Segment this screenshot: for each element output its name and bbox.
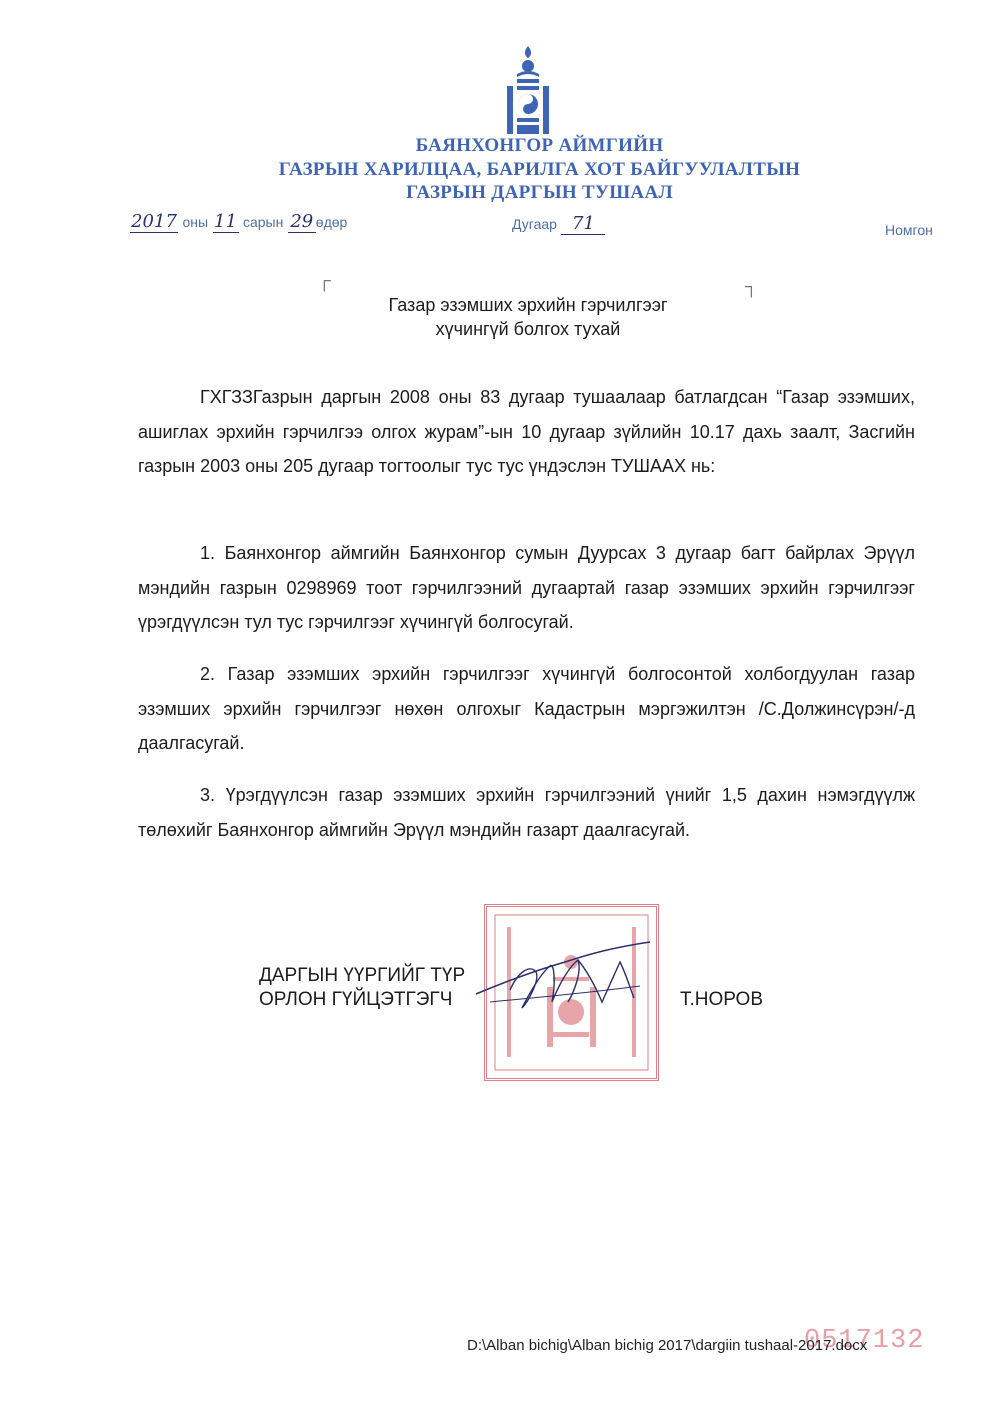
date-month: 11: [214, 211, 237, 232]
file-path: D:\Alban bichig\Alban bichig 2017\dargiin tushaal-2017.docx: [467, 1337, 868, 1354]
signatory-position-line-1: ДАРГЫН ҮҮРГИЙГ ТҮР: [259, 965, 466, 986]
signatory-name: Т.НОРОВ: [680, 989, 763, 1010]
date-day: 29: [288, 212, 316, 233]
handwritten-signature: [470, 932, 670, 1022]
header-line-3: ГАЗРЫН ДАРГЫН ТУШААЛ: [406, 182, 673, 203]
date-month-label: сарын: [242, 214, 284, 230]
order-number: [512, 214, 605, 235]
order-number-value: 71: [561, 214, 605, 235]
corner-mark-left: ┌: [318, 270, 331, 290]
signatory-position-line-2: ОРЛОН ГҮЙЦЭТГЭГЧ: [259, 989, 453, 1010]
preamble-paragraph: ГХГЗЗГазрын даргын 2008 оны 83 дугаар тушаалаар батлагдсан “Газар эзэмших, ашиглах эрхийн гэрчилгээ олгох журам”-ын 10 дугаар зүйлийн 10.17 дахь заалт, Засгийн газрын 2003 оны 205 дугаар тогтоолыг тус тус үндэслэн ТУШААХ нь:: [138, 387, 915, 476]
city-name: Номгон: [885, 222, 933, 238]
date-year: 2017: [131, 211, 177, 232]
header-line-2: ГАЗРЫН ХАРИЛЦАА, БАРИЛГА ХОТ БАЙГУУЛАЛТЫН: [278, 159, 801, 180]
document-title-line-2: хүчингүй болгох тухай: [435, 319, 621, 339]
order-number-label: Дугаар: [512, 216, 557, 232]
date-day-label: өдөр: [315, 214, 348, 230]
order-item-1: 1. Баянхонгор аймгийн Баянхонгор сумын Дуурсах 3 дугаар багт байрлах Эрүүл мэндийн газрын 0298969 тоот гэрчилгээний дугаартай газар эзэмших эрхийн гэрчилгээг үрэгдүүлсэн тул тус гэрчилгээг хүчингүй болгосугай.: [138, 543, 915, 632]
date-line: [130, 212, 347, 233]
order-item-2: 2. Газар эзэмших эрхийн гэрчилгээг хүчингүй болгосонтой холбогдуулан газар эзэмших эрхийн гэрчилгээг нөхөн олгохыг Кадастрын мэргэжилтэн /С.Должинсүрэн/-д даалгасугай.: [138, 664, 915, 753]
corner-mark-right: ┐: [745, 276, 758, 296]
date-year-label: оны: [182, 214, 209, 230]
soyombo-emblem-icon: [503, 44, 553, 136]
order-item-3: 3. Үрэгдүүлсэн газар эзэмших эрхийн гэрчилгээний үнийг 1,5 дахин нэмэгдүүлж төлөхийг Баянхонгор аймгийн Эрүүл мэндийн газарт даалгасугай.: [138, 785, 915, 840]
document-title-line-1: Газар эзэмших эрхийн гэрчилгээг: [388, 295, 668, 315]
header-line-1: БАЯНХОНГОР АЙМГИЙН: [415, 135, 664, 156]
serial-number: 0517132: [804, 1326, 925, 1356]
